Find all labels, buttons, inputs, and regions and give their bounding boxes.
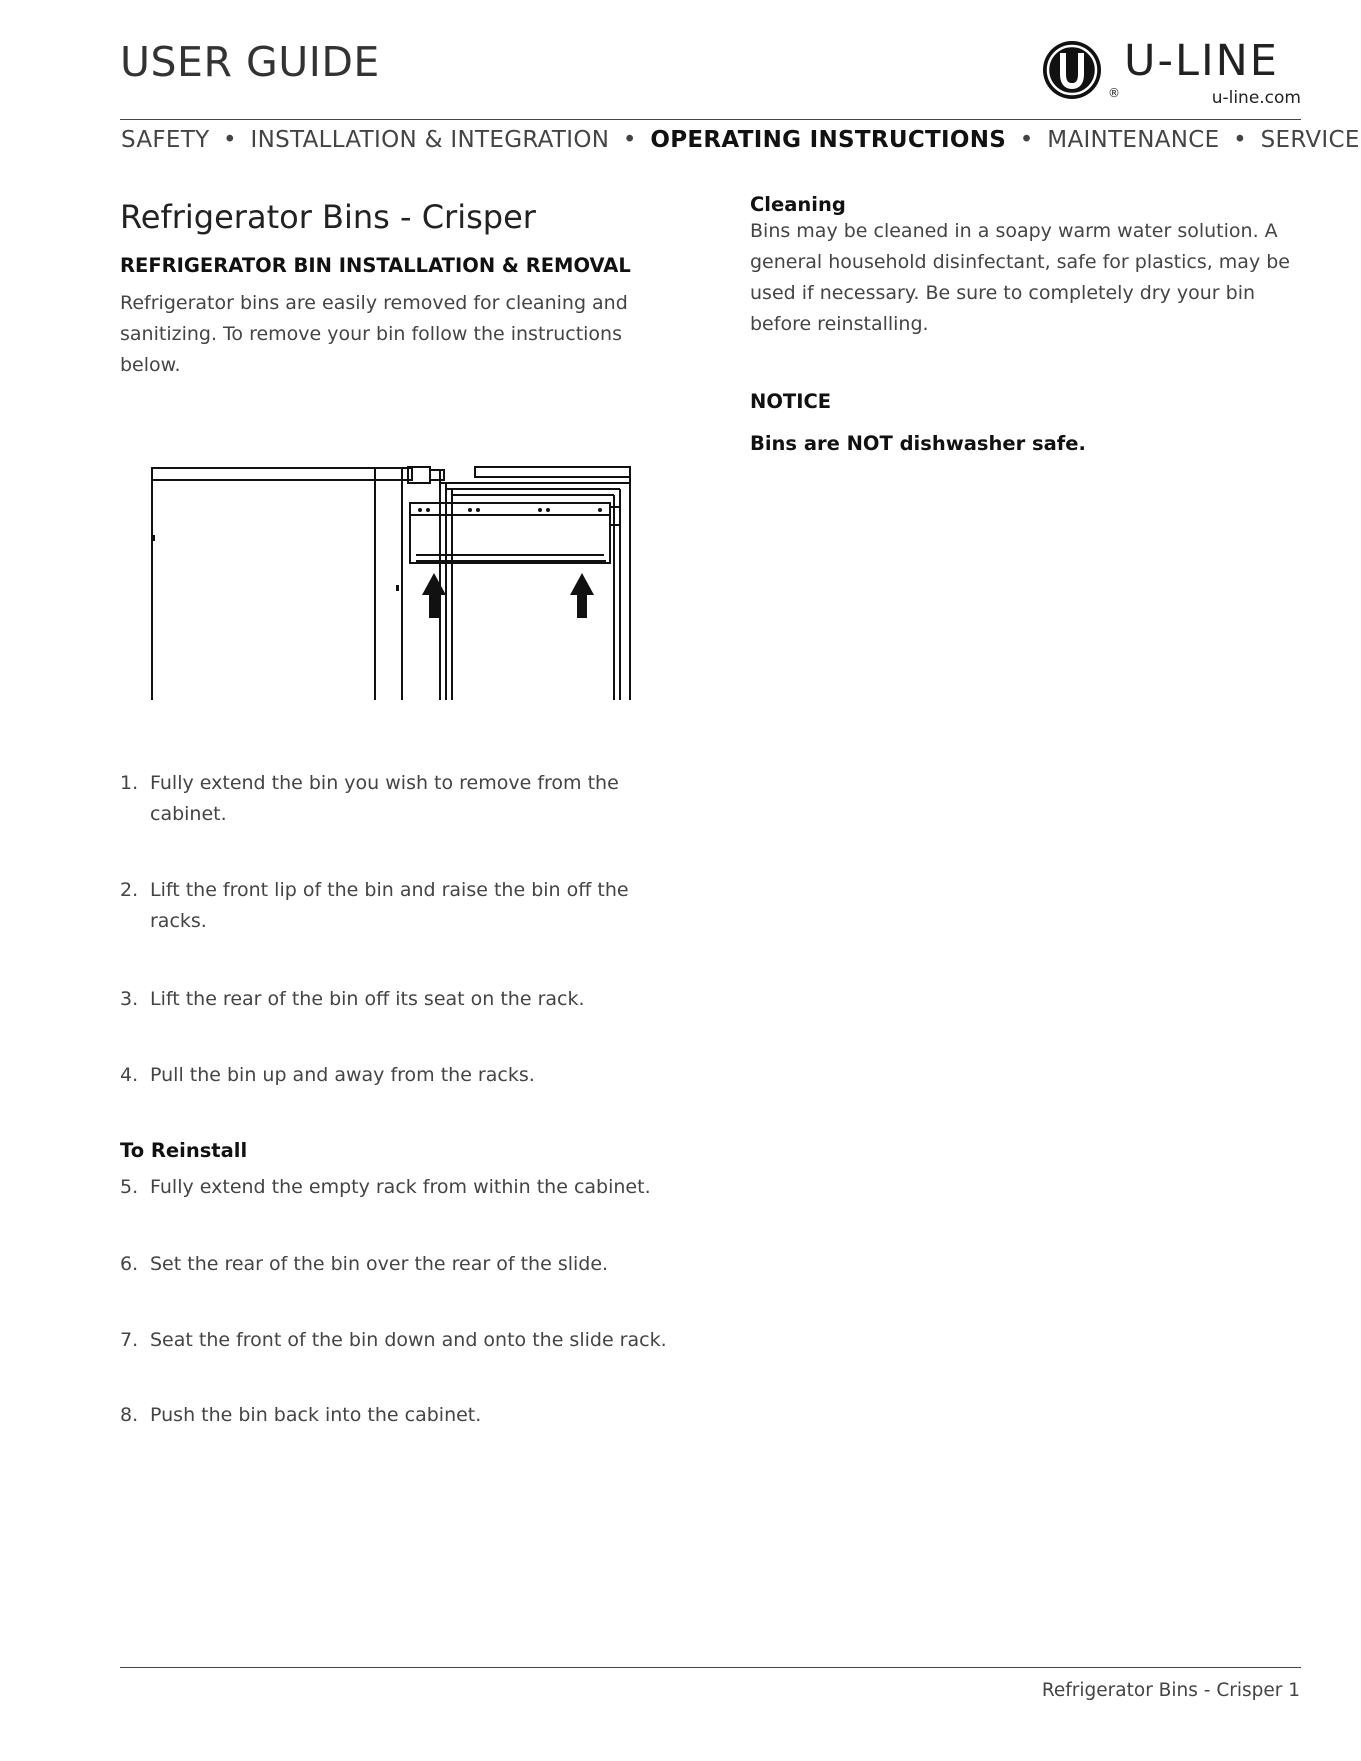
nav-separator: • bbox=[622, 127, 637, 153]
step-number: 3. bbox=[120, 988, 139, 1010]
notice-text: Bins are NOT dishwasher safe. bbox=[750, 432, 1086, 455]
notice-heading: NOTICE bbox=[750, 390, 832, 413]
step-text: Lift the front lip of the bin and raise the bin off the racks. bbox=[150, 879, 629, 932]
intro-paragraph: Refrigerator bins are easily removed for cleaning and sanitizing. To remove your bin follow the instructions below. bbox=[120, 292, 628, 376]
nav-item-safety[interactable]: SAFETY bbox=[121, 127, 210, 153]
list-item bbox=[120, 1249, 680, 1280]
step-number: 7. bbox=[120, 1329, 139, 1351]
brand-name: U-LINE bbox=[1124, 36, 1279, 86]
footer-page-label: Refrigerator Bins - Crisper 1 bbox=[1041, 1680, 1300, 1701]
nav-item-operating[interactable]: OPERATING INSTRUCTIONS bbox=[650, 127, 1007, 153]
registered-mark: ® bbox=[1108, 86, 1120, 100]
nav-separator: • bbox=[1019, 127, 1034, 153]
nav-separator: • bbox=[223, 127, 237, 153]
list-item bbox=[120, 1172, 680, 1203]
cleaning-paragraph: Bins may be cleaned in a soapy warm water solution. A general household disinfectant, safe for plastics, may be used if necessary. Be sure to completely dry your bin before reinstalling. bbox=[750, 220, 1290, 335]
header-divider bbox=[120, 119, 1301, 120]
doc-title: USER GUIDE bbox=[120, 38, 380, 86]
step-text: Fully extend the empty rack from within the cabinet. bbox=[150, 1176, 651, 1198]
refrigerator-bin-removal-diagram bbox=[140, 455, 660, 705]
step-number: 1. bbox=[120, 772, 139, 794]
section-nav bbox=[121, 127, 1360, 153]
step-text: Seat the front of the bin down and onto the slide rack. bbox=[150, 1329, 667, 1351]
step-number: 8. bbox=[120, 1404, 139, 1426]
cleaning-heading: Cleaning bbox=[750, 193, 846, 216]
list-item bbox=[120, 1060, 680, 1091]
nav-separator: • bbox=[1233, 127, 1247, 153]
nav-item-service[interactable]: SERVICE bbox=[1260, 127, 1360, 153]
list-item bbox=[120, 1325, 720, 1356]
step-text: Pull the bin up and away from the racks. bbox=[150, 1064, 535, 1086]
step-number: 4. bbox=[120, 1064, 139, 1086]
step-text: Fully extend the bin you wish to remove from the cabinet. bbox=[150, 772, 619, 825]
step-number: 6. bbox=[120, 1253, 139, 1275]
u-line-logo-icon bbox=[1042, 38, 1104, 102]
step-number: 2. bbox=[120, 879, 139, 901]
list-item bbox=[120, 875, 680, 937]
step-number: 5. bbox=[120, 1176, 139, 1198]
step-text: Set the rear of the bin over the rear of the slide. bbox=[150, 1253, 609, 1275]
list-item bbox=[120, 984, 680, 1015]
list-item bbox=[120, 768, 680, 830]
list-item bbox=[120, 1400, 680, 1431]
step-text: Lift the rear of the bin off its seat on the rack. bbox=[150, 988, 585, 1010]
nav-item-installation[interactable]: INSTALLATION & INTEGRATION bbox=[250, 127, 610, 153]
step-text: Push the bin back into the cabinet. bbox=[150, 1404, 482, 1426]
nav-item-maintenance[interactable]: MAINTENANCE bbox=[1047, 127, 1220, 153]
reinstall-heading: To Reinstall bbox=[120, 1139, 248, 1162]
section-title: Refrigerator Bins - Crisper bbox=[120, 198, 536, 236]
footer-divider bbox=[120, 1667, 1301, 1668]
brand-block bbox=[1036, 36, 1301, 110]
section-subhead: REFRIGERATOR BIN INSTALLATION & REMOVAL bbox=[120, 254, 631, 277]
brand-url[interactable]: u-line.com bbox=[1211, 88, 1301, 108]
